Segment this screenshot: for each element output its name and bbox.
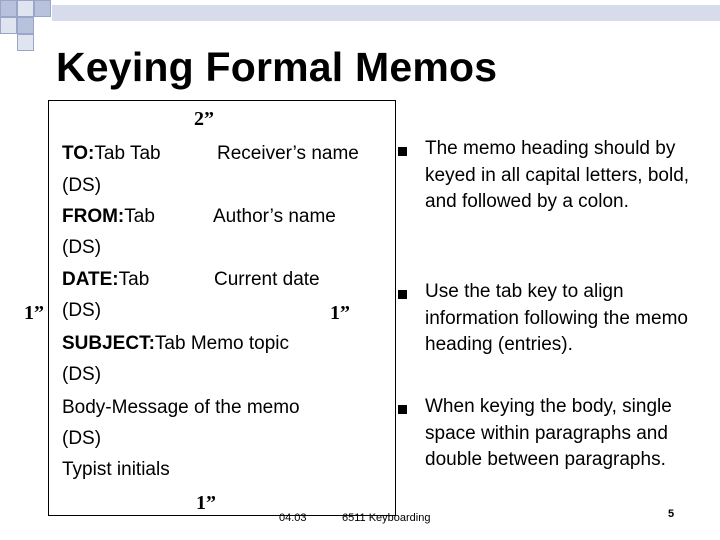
double-space-4: (DS) <box>62 364 102 385</box>
deco-square <box>17 34 34 51</box>
date-tab: Tab <box>118 269 150 290</box>
bullet-text: The memo heading should by keyed in all capital letters, bold, and followed by a colon. <box>425 138 690 212</box>
page-number: 5 <box>668 508 675 520</box>
double-space-1: (DS) <box>62 175 102 196</box>
deco-square <box>34 0 51 17</box>
subject-tab: Tab Memo topic <box>154 333 290 354</box>
memo-to-line <box>62 143 161 165</box>
to-tab: Tab Tab <box>94 143 161 164</box>
memo-date-line <box>62 269 149 291</box>
bullet-square-icon <box>398 290 407 299</box>
bullet-text: Use the tab key to align information following the memo heading (entries). <box>425 281 688 355</box>
deco-square <box>0 0 17 17</box>
memo-subject-line <box>62 333 289 355</box>
bullet-square-icon <box>398 405 407 414</box>
bullet-text: When keying the body, single space within paragraphs and double between paragraphs. <box>425 396 672 470</box>
date-label: DATE: <box>62 269 119 290</box>
to-value: Receiver’s name <box>217 143 359 164</box>
deco-square <box>17 0 34 17</box>
to-label: TO: <box>62 143 95 164</box>
from-value: Author’s name <box>213 206 336 227</box>
top-margin-label: 2” <box>194 108 214 130</box>
double-space-2: (DS) <box>62 237 102 258</box>
footer-course: 6511 Keyboarding <box>342 512 431 524</box>
deco-square <box>17 17 34 34</box>
left-margin-label: 1” <box>24 302 44 324</box>
footer-date: 04.03 <box>279 512 307 524</box>
bullet-square-icon <box>398 147 407 156</box>
right-margin-label: 1” <box>330 302 350 324</box>
memo-body: Body-Message of the memo <box>62 397 300 418</box>
deco-square <box>0 17 17 34</box>
typist-initials: Typist initials <box>62 459 170 480</box>
subject-label: SUBJECT: <box>62 333 155 354</box>
slide-title: Keying Formal Memos <box>56 44 498 90</box>
double-space-3: (DS) <box>62 300 102 321</box>
double-space-5: (DS) <box>62 428 102 449</box>
from-tab: Tab <box>124 206 155 227</box>
header-bar <box>52 5 720 21</box>
date-value: Current date <box>214 269 320 290</box>
bottom-margin-label: 1” <box>196 492 216 514</box>
from-label: FROM: <box>62 206 125 227</box>
memo-from-line <box>62 206 155 228</box>
